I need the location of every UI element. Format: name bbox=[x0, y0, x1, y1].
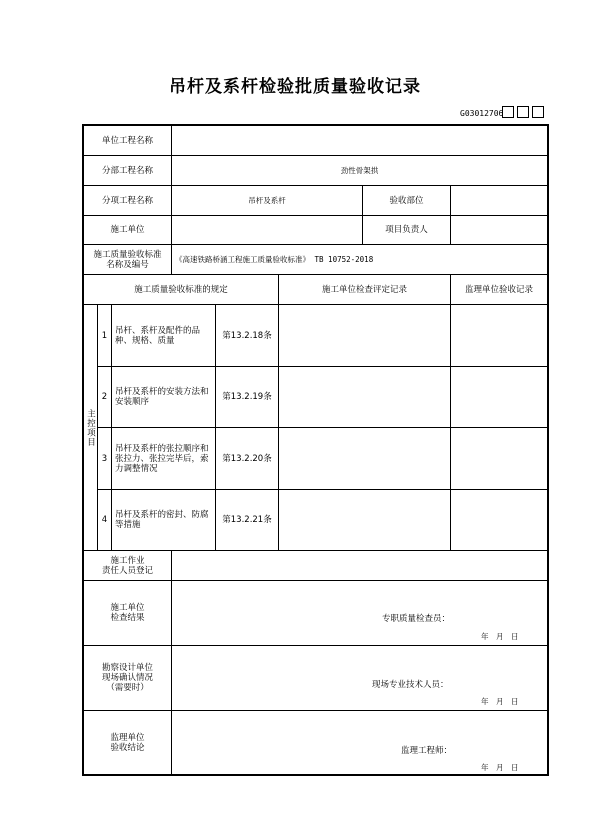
subitem-label: 分项工程名称 bbox=[101, 195, 153, 206]
unit-project-value[interactable] bbox=[172, 126, 547, 155]
item-desc: 吊杆、系杆及配件的品种、规格、质量 bbox=[115, 325, 201, 346]
construction-check-line1: 施工单位 bbox=[110, 603, 145, 613]
supervision-date: 年 月 日 bbox=[481, 763, 519, 772]
item-desc: 吊杆及系杆的安装方法和安装顺序 bbox=[115, 387, 209, 407]
item-desc: 吊杆及系杆的密封、防腐等措施 bbox=[115, 510, 209, 530]
item-construction-record[interactable] bbox=[279, 367, 450, 427]
page-title: 吊杆及系杆检验批质量验收记录 bbox=[169, 77, 421, 97]
item-clause: 第13.2.21条 bbox=[222, 515, 272, 525]
standard-label bbox=[84, 245, 171, 274]
item-clause: 第13.2.18条 bbox=[222, 330, 272, 341]
standard-label-line2: 名称及编号 bbox=[106, 259, 149, 270]
header-supervision-record: 监理单位验收记录 bbox=[464, 284, 533, 295]
acceptance-part-value[interactable] bbox=[451, 186, 547, 215]
personnel-value[interactable] bbox=[172, 551, 547, 580]
project-manager-value[interactable] bbox=[451, 216, 547, 244]
code-box-1 bbox=[502, 106, 514, 118]
design-confirm-line2: 现场确认情况 bbox=[101, 673, 153, 683]
code-box-3 bbox=[532, 106, 544, 118]
design-confirm-label bbox=[84, 646, 171, 710]
form-code: G03012706 bbox=[460, 109, 504, 118]
item-construction-record[interactable] bbox=[279, 490, 450, 550]
project-manager-label: 项目负责人 bbox=[385, 225, 428, 235]
item-supervision-record[interactable] bbox=[451, 428, 547, 489]
design-confirm-date: 年 月 日 bbox=[481, 697, 519, 706]
construction-check-line2: 检查结果 bbox=[110, 613, 145, 623]
supervision-line2: 验收结论 bbox=[110, 742, 145, 753]
division-label: 分部工程名称 bbox=[101, 165, 153, 176]
design-confirm-signer: 现场专业技术人员： bbox=[372, 680, 449, 690]
item-no: 4 bbox=[101, 515, 108, 525]
construction-check-label bbox=[84, 581, 171, 645]
unit-project-label: 单位工程名称 bbox=[101, 135, 153, 146]
item-supervision-record[interactable] bbox=[451, 367, 547, 427]
acceptance-part-label: 验收部位 bbox=[389, 195, 424, 206]
construction-unit-value[interactable] bbox=[172, 216, 362, 244]
standard-label-line1: 施工质量验收标准 bbox=[93, 249, 162, 260]
construction-unit-label: 施工单位 bbox=[110, 225, 145, 235]
standard-value: 《高速铁路桥涵工程施工质量验收标准》 TB 10752-2018 bbox=[175, 254, 374, 264]
item-clause: 第13.2.19条 bbox=[222, 392, 272, 402]
table-border-right bbox=[547, 124, 549, 776]
table-border-bottom bbox=[82, 774, 549, 776]
subitem-value: 吊杆及系杆 bbox=[248, 195, 286, 205]
item-supervision-record[interactable] bbox=[451, 305, 547, 366]
supervision-label bbox=[84, 711, 171, 774]
item-no: 2 bbox=[101, 392, 108, 402]
main-control-label: 主控项目 bbox=[85, 408, 96, 447]
construction-check-date: 年 月 日 bbox=[481, 632, 519, 641]
supervision-line1: 监理单位 bbox=[110, 732, 145, 743]
item-construction-record[interactable] bbox=[279, 305, 450, 366]
header-spec: 施工质量验收标准的规定 bbox=[134, 284, 228, 295]
item-no: 1 bbox=[101, 330, 108, 341]
construction-check-signer: 专职质量检查员： bbox=[382, 614, 451, 624]
header-construction-record: 施工单位检查评定记录 bbox=[321, 284, 407, 295]
item-clause: 第13.2.20条 bbox=[222, 453, 272, 464]
item-construction-record[interactable] bbox=[279, 428, 450, 489]
personnel-label-line1: 施工作业 bbox=[110, 555, 145, 566]
design-confirm-line3: （需要时） bbox=[106, 683, 149, 693]
supervision-signer: 监理工程师： bbox=[401, 746, 453, 756]
item-no: 3 bbox=[101, 453, 108, 464]
personnel-label bbox=[84, 551, 171, 580]
main-control-label-cell bbox=[84, 305, 97, 550]
personnel-label-line2: 责任人员登记 bbox=[101, 565, 153, 576]
code-box-2 bbox=[517, 106, 529, 118]
item-desc: 吊杆及系杆的张拉顺序和张拉力、张拉完毕后，索力调整情况 bbox=[115, 443, 209, 474]
item-supervision-record[interactable] bbox=[451, 490, 547, 550]
division-value: 劲性骨架拱 bbox=[340, 165, 379, 175]
design-confirm-line1: 勘察设计单位 bbox=[101, 663, 153, 673]
